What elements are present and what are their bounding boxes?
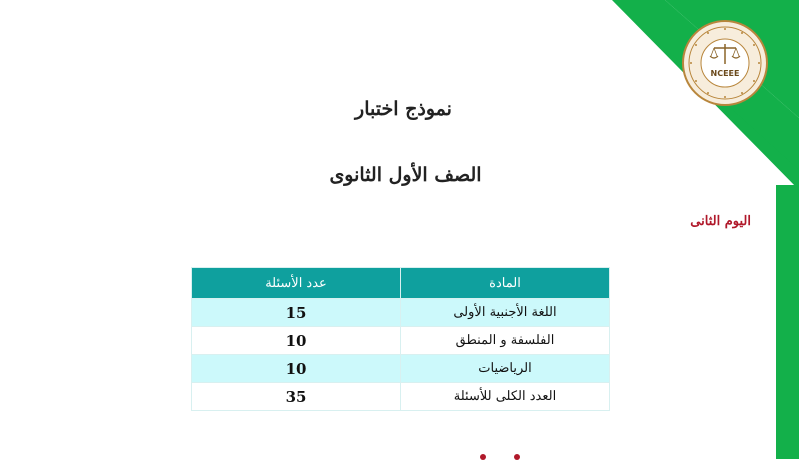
logo-text: NCEEE bbox=[710, 69, 740, 78]
page-title: نموذج اختبار bbox=[355, 98, 452, 120]
count-cell: 35 bbox=[192, 383, 401, 411]
column-header-subject: المادة bbox=[401, 268, 610, 299]
nceee-logo-icon bbox=[682, 20, 768, 106]
table-row bbox=[192, 355, 610, 383]
table-row bbox=[192, 299, 610, 327]
column-header-count: عدد الأسئلة bbox=[192, 268, 401, 299]
subject-cell: العدد الكلى للأسئلة bbox=[401, 383, 610, 411]
count-cell: 10 bbox=[192, 327, 401, 355]
count-cell: 10 bbox=[192, 355, 401, 383]
subject-cell: الرياضيات bbox=[401, 355, 610, 383]
table-header-row bbox=[192, 268, 610, 299]
table-row-total bbox=[192, 383, 610, 411]
day-label: اليوم الثانى bbox=[690, 214, 751, 229]
subjects-table bbox=[191, 267, 610, 411]
count-cell: 15 bbox=[192, 299, 401, 327]
subject-cell: الفلسفة و المنطق bbox=[401, 327, 610, 355]
table-row bbox=[192, 327, 610, 355]
grade-subtitle: الصف الأول الثانوى bbox=[329, 164, 482, 186]
subject-cell: اللغة الأجنبية الأولى bbox=[401, 299, 610, 327]
